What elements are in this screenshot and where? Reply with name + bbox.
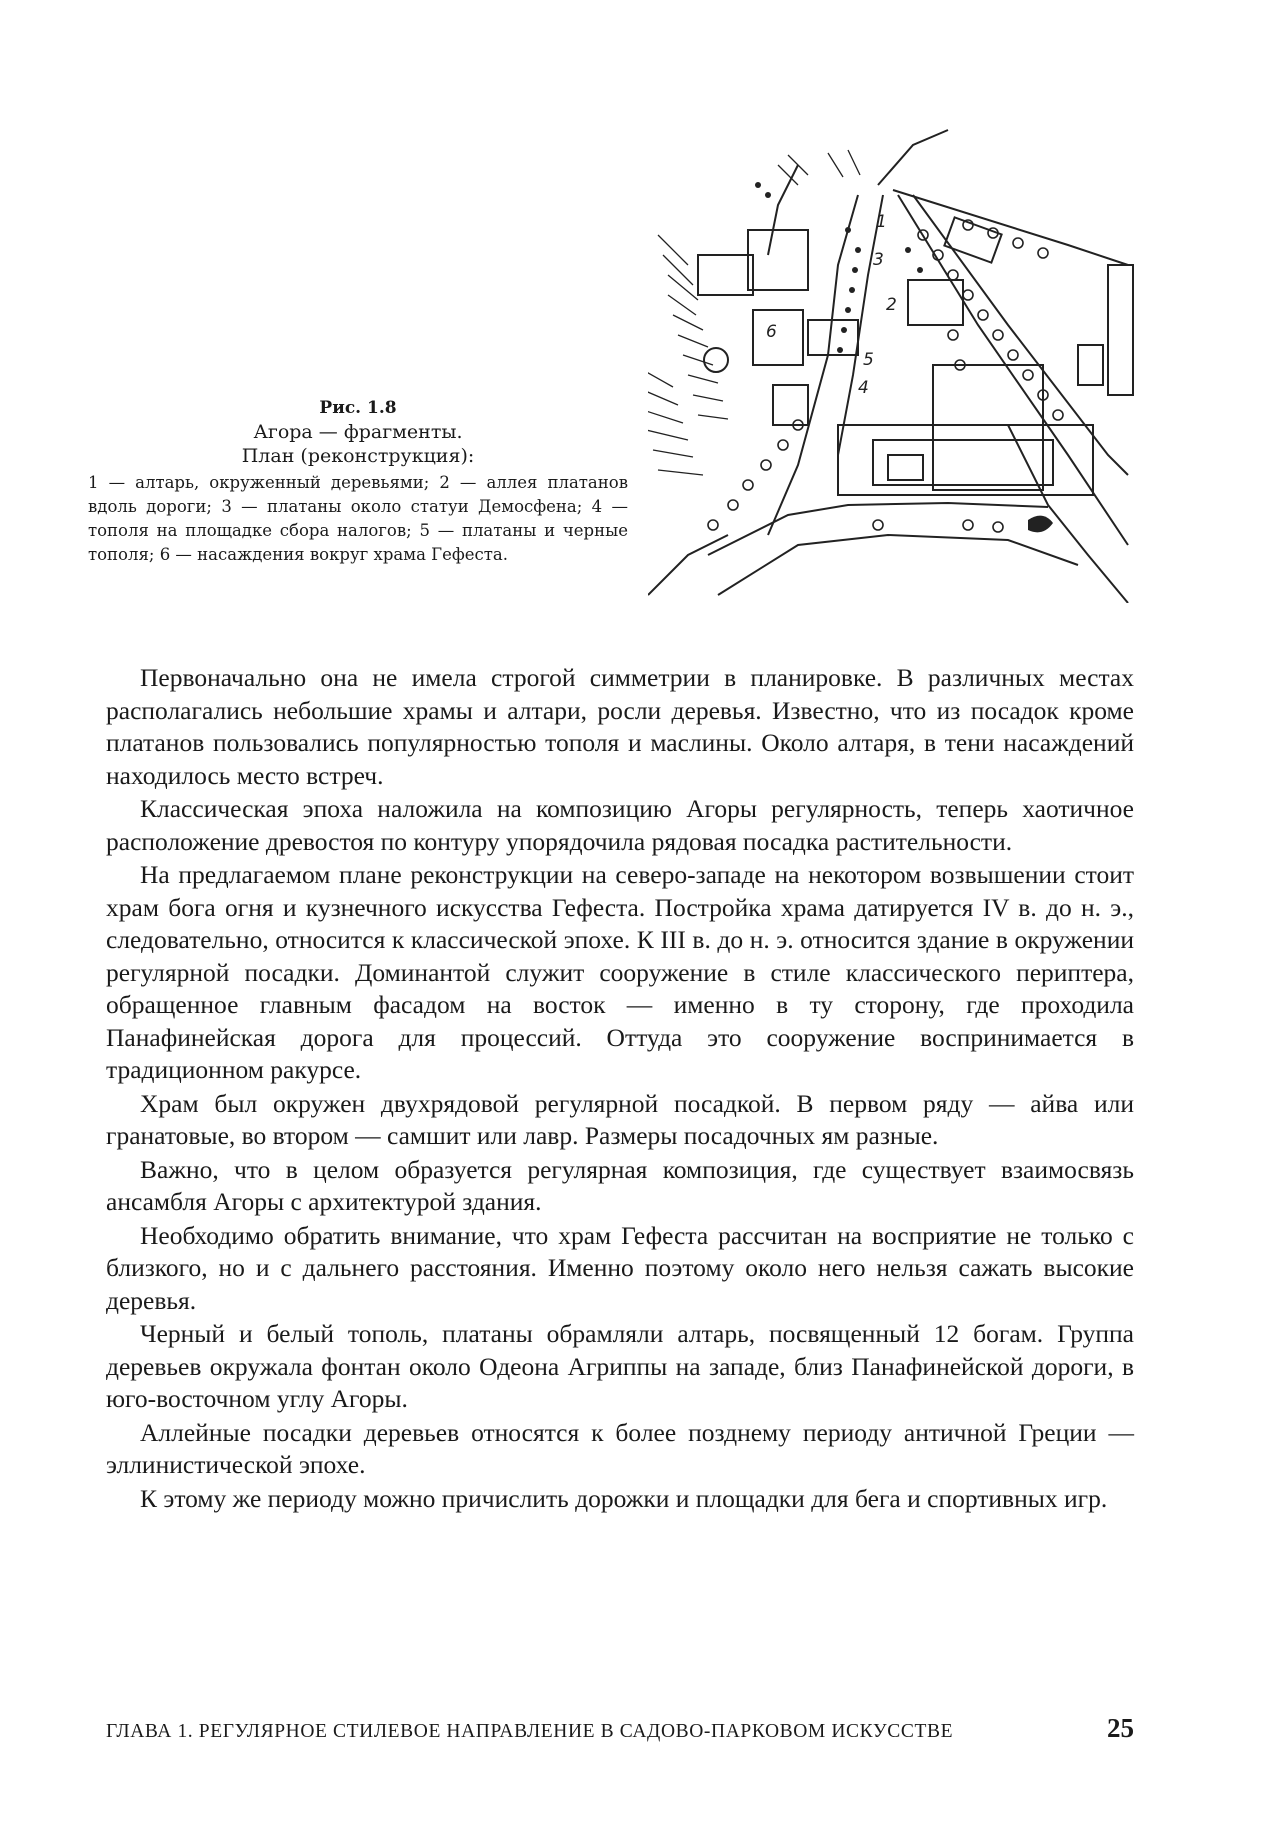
paragraph: На предлагаемом плане реконструкции на северо-западе на некотором возвышении стоит храм бога огня и кузнечного искусства Гефеста. Постройка храма датируется IV в. до н. э., следовательно, относится к классической эпохе. К III в. до н. э. относится здание в окружении регулярной посадки. Доминантой служит сооружение в стиле классического периптера, обращенное главным фасадом на восток — именно в ту сторону, где проходила Панафинейская дорога для процессий. Оттуда это сооружение воспринимается в традиционном ракурсе. — [106, 860, 1134, 1084]
map-label-4: 4 — [858, 378, 869, 398]
body-text — [106, 662, 1134, 1516]
map-label-2: 2 — [886, 295, 897, 315]
paragraph: Первоначально она не имела строгой симметрии в планировке. В различных местах располагались небольшие храмы и алтари, росли деревья. Известно, что из посадок кроме платанов пользовались популярностью тополя и маслины. Около алтаря, в тени насаждений находилось место встреч. — [106, 663, 1134, 790]
paragraph: К этому же периоду можно причислить дорожки и площадки для бега и спортивных игр. — [140, 1483, 1108, 1513]
running-footer-chapter: ГЛАВА 1. РЕГУЛЯРНОЕ СТИЛЕВОЕ НАПРАВЛЕНИЕ В САДОВО-ПАРКОВОМ ИСКУССТВЕ — [106, 1721, 954, 1742]
map-label-5: 5 — [863, 350, 874, 370]
figure-caption — [88, 397, 628, 567]
page-footer — [106, 1713, 1134, 1743]
figure-title: Рис. 1.8 — [319, 398, 397, 418]
paragraph: Аллейные посадки деревьев относятся к более позднему периоду античной Греции — эллинистической эпохе. — [106, 1417, 1134, 1479]
figure-subtitle-line1: Агора — фрагменты. — [253, 421, 463, 443]
map-label-1: 1 — [876, 212, 887, 232]
map-label-3: 3 — [873, 250, 884, 270]
figure-subtitle-line2: План (реконструкция): — [241, 445, 475, 467]
figure-legend: 1 — алтарь, окруженный деревьями; 2 — аллея платанов вдоль дороги; 3 — платаны около статуи Демосфена; 4 — тополя на площадке сбора налогов; 5 — платаны и черные тополя; 6 — насаждения вокруг храма Гефеста. — [88, 473, 628, 564]
map-label-6: 6 — [766, 322, 777, 342]
agora-plan-map — [648, 125, 1138, 603]
paragraph: Необходимо обратить внимание, что храм Гефеста рассчитан на восприятие не только с близкого, но и с дальнего расстояния. Именно поэтому около него нельзя сажать высокие деревья. — [106, 1220, 1134, 1315]
page-number: 25 — [1107, 1713, 1134, 1743]
paragraph: Черный и белый тополь, платаны обрамляли алтарь, посвященный 12 богам. Группа деревьев окружала фонтан около Одеона Агриппы на западе, близ Панафинейской дороги, в юго-восточном углу Агоры. — [106, 1319, 1134, 1413]
paragraph: Классическая эпоха наложила на композицию Агоры регулярность, теперь хаотичное расположение древостоя по контуру упорядочила рядовая посадка растительности. — [106, 794, 1134, 856]
paragraph: Важно, что в целом образуется регулярная композиция, где существует взаимосвязь ансамбля Агоры с архитектурой здания. — [106, 1154, 1134, 1216]
paragraph: Храм был окружен двухрядовой регулярной посадкой. В первом ряду — айва или гранатовые, во втором — самшит или лавр. Размеры посадочных ям разные. — [106, 1088, 1134, 1150]
